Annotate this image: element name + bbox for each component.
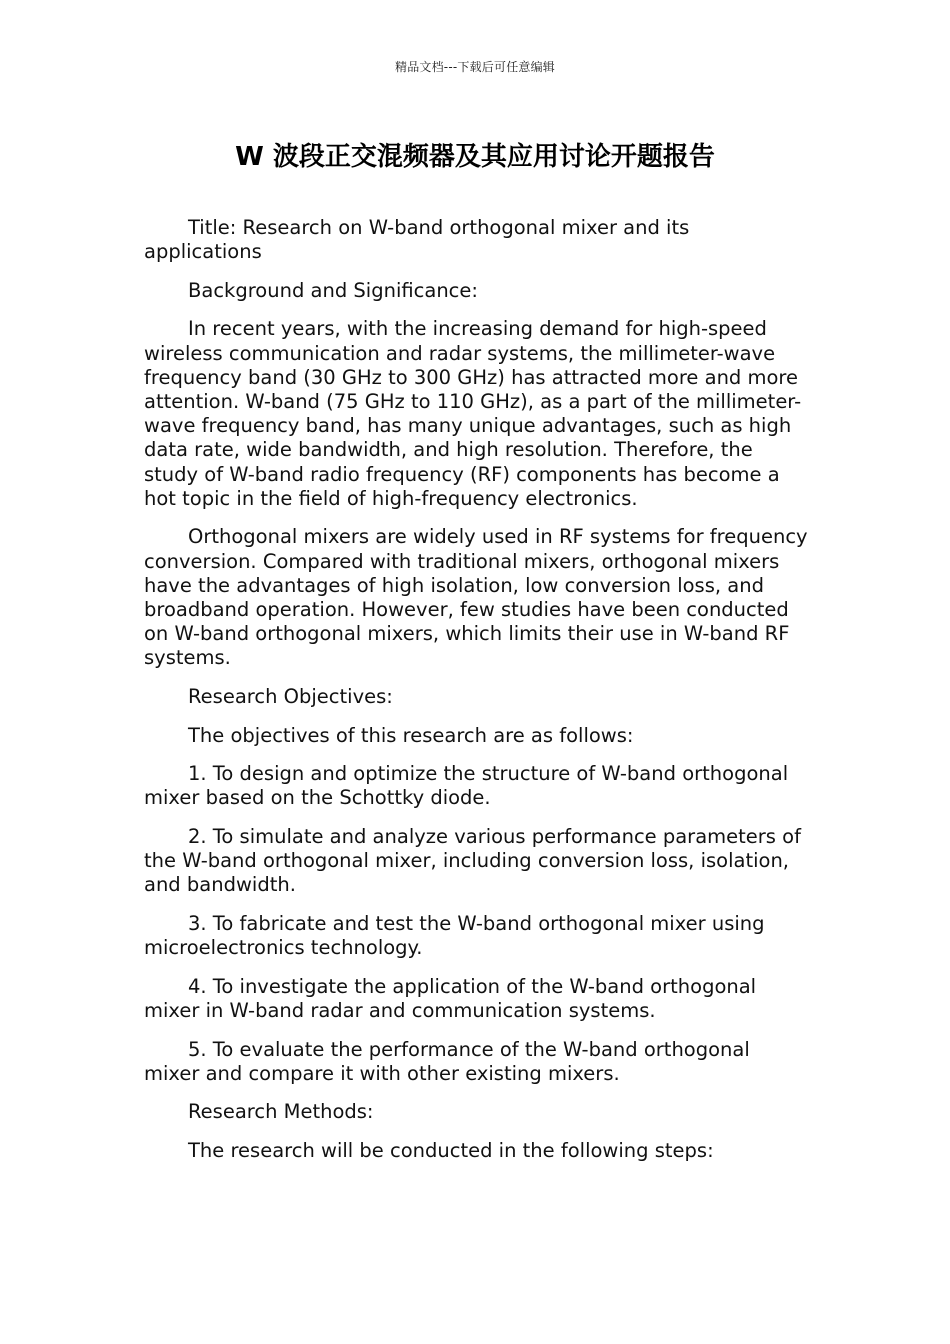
paragraph-title-line: Title: Research on W-band orthogonal mixer and its applications <box>144 216 690 264</box>
paragraph-orthogonal-mixers: Orthogonal mixers are widely used in RF systems for frequency conversion. Compared with traditional mixers, orthogonal mixers have the advantages of high isolation, low conversion loss, and broadband operation. However, few studies have been conducted on W-band orthogonal mixers, which limits their use in W-band RF systems. <box>144 525 808 670</box>
objective-item-3: 3. To fabricate and test the W-band orthogonal mixer using microelectronics technology. <box>144 912 765 960</box>
heading-background: Background and Significance: <box>188 278 478 302</box>
objective-item-4: 4. To investigate the application of the W-band orthogonal mixer in W-band radar and communication systems. <box>144 974 757 1022</box>
document-body <box>144 216 810 1178</box>
paragraph-objectives-intro: The objectives of this research are as follows: <box>188 723 634 747</box>
paragraph-background: In recent years, with the increasing demand for high-speed wireless communication and radar systems, the millimeter-wave frequency band (30 GHz to 300 GHz) has attracted more and more attention. W-band (75 GHz to 110 GHz), as a part of the millimeter-wave frequency band, has many unique advantages, such as high data rate, wide bandwidth, and high resolution. Therefore, the study of W-band radio frequency (RF) components has become a hot topic in the field of high-frequency electronics. <box>144 317 802 510</box>
objective-item-5: 5. To evaluate the performance of the W-band orthogonal mixer and compare it with other existing mixers. <box>144 1037 750 1085</box>
header-note: 精品文档---下载后可任意编辑 <box>395 60 555 74</box>
paragraph-methods-intro: The research will be conducted in the following steps: <box>188 1138 714 1162</box>
heading-objectives: Research Objectives: <box>188 685 393 709</box>
objective-item-2: 2. To simulate and analyze various performance parameters of the W-band orthogonal mixer, including conversion loss, isolation, and bandwidth. <box>144 825 801 897</box>
document-title: W 波段正交混频器及其应用讨论开题报告 <box>235 142 715 172</box>
objective-item-1: 1. To design and optimize the structure of W-band orthogonal mixer based on the Schottky diode. <box>144 762 789 810</box>
heading-methods: Research Methods: <box>188 1100 374 1124</box>
